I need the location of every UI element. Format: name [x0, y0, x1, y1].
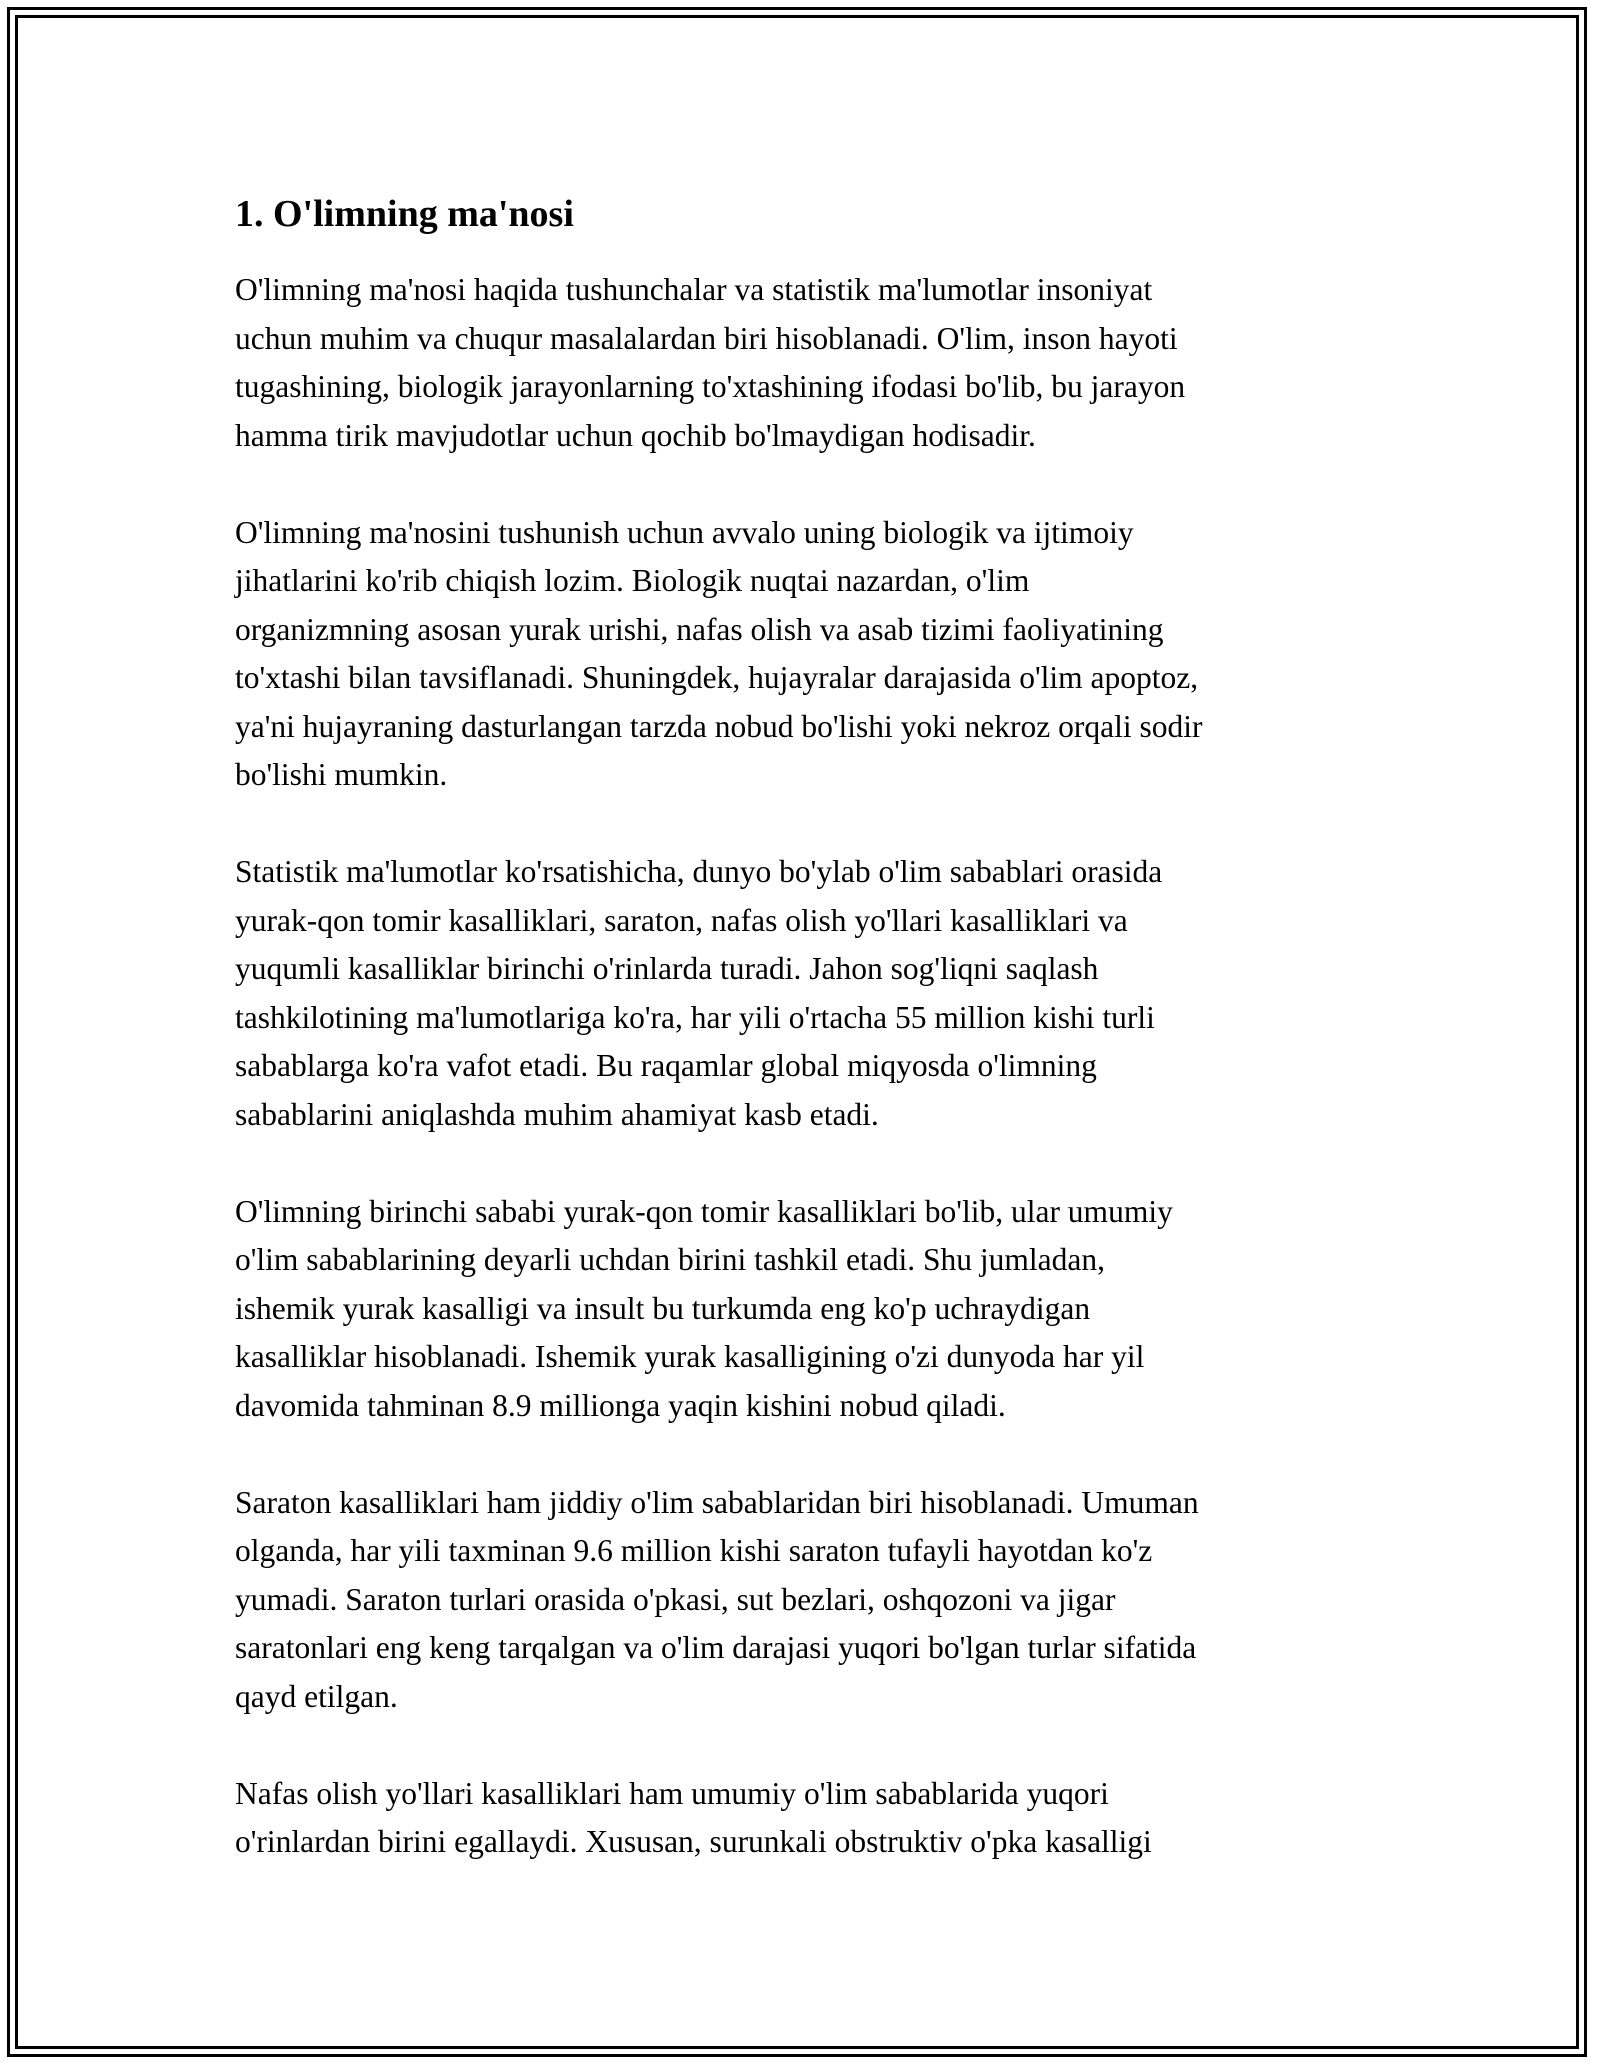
paragraph-line: organizmning asosan yurak urishi, nafas olish va asab tizimi faoliyatining — [235, 611, 1164, 647]
paragraph-line: O'limning birinchi sababi yurak-qon tomir kasalliklari bo'lib, ular umumiy — [235, 1193, 1173, 1229]
paragraph-1 — [235, 266, 1385, 460]
paragraph-line: olganda, har yili taxminan 9.6 million kishi saraton tufayli hayotdan ko'z — [235, 1533, 1153, 1568]
paragraph-line: Nafas olish yo'llari kasalliklari ham umumiy o'lim sabablarida yuqori — [235, 1775, 1109, 1811]
paragraph-line: hamma tirik mavjudotlar uchun qochib bo'lmaydigan hodisadir. — [235, 417, 1036, 453]
paragraph-6 — [235, 1770, 1385, 1867]
paragraph-line: yumadi. Saraton turlari orasida o'pkasi, sut bezlari, oshqozoni va jigar — [235, 1581, 1116, 1617]
paragraph-line: sabablarini aniqlashda muhim ahamiyat kasb etadi. — [235, 1096, 879, 1132]
paragraph-3 — [235, 848, 1385, 1139]
paragraph-line: Statistik ma'lumotlar ko'rsatishicha, dunyo bo'ylab o'lim sabablari orasida — [235, 854, 1163, 889]
paragraph-line: to'xtashi bilan tavsiflanadi. Shuningdek, hujayralar darajasida o'lim apoptoz, — [235, 660, 1199, 695]
paragraph-line: tugashining, biologik jarayonlarning to'xtashining ifodasi bo'lib, bu jarayon — [235, 369, 1186, 404]
paragraph-line: bo'lishi mumkin. — [235, 757, 448, 792]
paragraph-line: yurak-qon tomir kasalliklari, saraton, nafas olish yo'llari kasalliklari va — [235, 902, 1128, 938]
paragraph-line: saratonlari eng keng tarqalgan va o'lim darajasi yuqori bo'lgan turlar sifatida — [235, 1630, 1197, 1665]
paragraph-line: Saraton kasalliklari ham jiddiy o'lim sabablaridan biri hisoblanadi. Umuman — [235, 1484, 1199, 1520]
paragraph-line: o'rinlardan birini egallaydi. Xususan, surunkali obstruktiv o'pka kasalligi — [235, 1824, 1152, 1859]
paragraph-line: ya'ni hujayraning dasturlangan tarzda nobud bo'lishi yoki nekroz orqali sodir — [235, 708, 1203, 744]
section-heading: 1. O'limning ma'nosi — [235, 193, 574, 235]
paragraph-4 — [235, 1188, 1385, 1431]
paragraph-line: ishemik yurak kasalligi va insult bu turkumda eng ko'p uchraydigan — [235, 1290, 1091, 1326]
paragraph-line: yuqumli kasalliklar birinchi o'rinlarda turadi. Jahon sog'liqni saqlash — [235, 951, 1099, 986]
paragraph-line: davomida tahminan 8.9 millionga yaqin kishini nobud qiladi. — [235, 1387, 1006, 1423]
paragraph-line: o'lim sabablarining deyarli uchdan birini tashkil etadi. Shu jumladan, — [235, 1242, 1105, 1277]
document-body — [235, 188, 1385, 1915]
paragraph-line: qayd etilgan. — [235, 1678, 398, 1714]
paragraph-line: jihatlarini ko'rib chiqish lozim. Biologik nuqtai nazardan, o'lim — [235, 563, 1030, 598]
paragraph-2 — [235, 509, 1385, 800]
paragraph-line: tashkilotining ma'lumotlariga ko'ra, har yili o'rtacha 55 million kishi turli — [235, 999, 1155, 1035]
paragraph-line: uchun muhim va chuqur masalalardan biri hisoblanadi. O'lim, inson hayoti — [235, 320, 1178, 356]
paragraph-line: sabablarga ko'ra vafot etadi. Bu raqamlar global miqyosda o'limning — [235, 1048, 1097, 1083]
paragraph-line: O'limning ma'nosini tushunish uchun avvalo uning biologik va ijtimoiy — [235, 514, 1134, 550]
paragraph-5 — [235, 1479, 1385, 1722]
paragraph-line: kasalliklar hisoblanadi. Ishemik yurak kasalligining o'zi dunyoda har yil — [235, 1339, 1145, 1374]
paragraph-line: O'limning ma'nosi haqida tushunchalar va statistik ma'lumotlar insoniyat — [235, 272, 1153, 307]
